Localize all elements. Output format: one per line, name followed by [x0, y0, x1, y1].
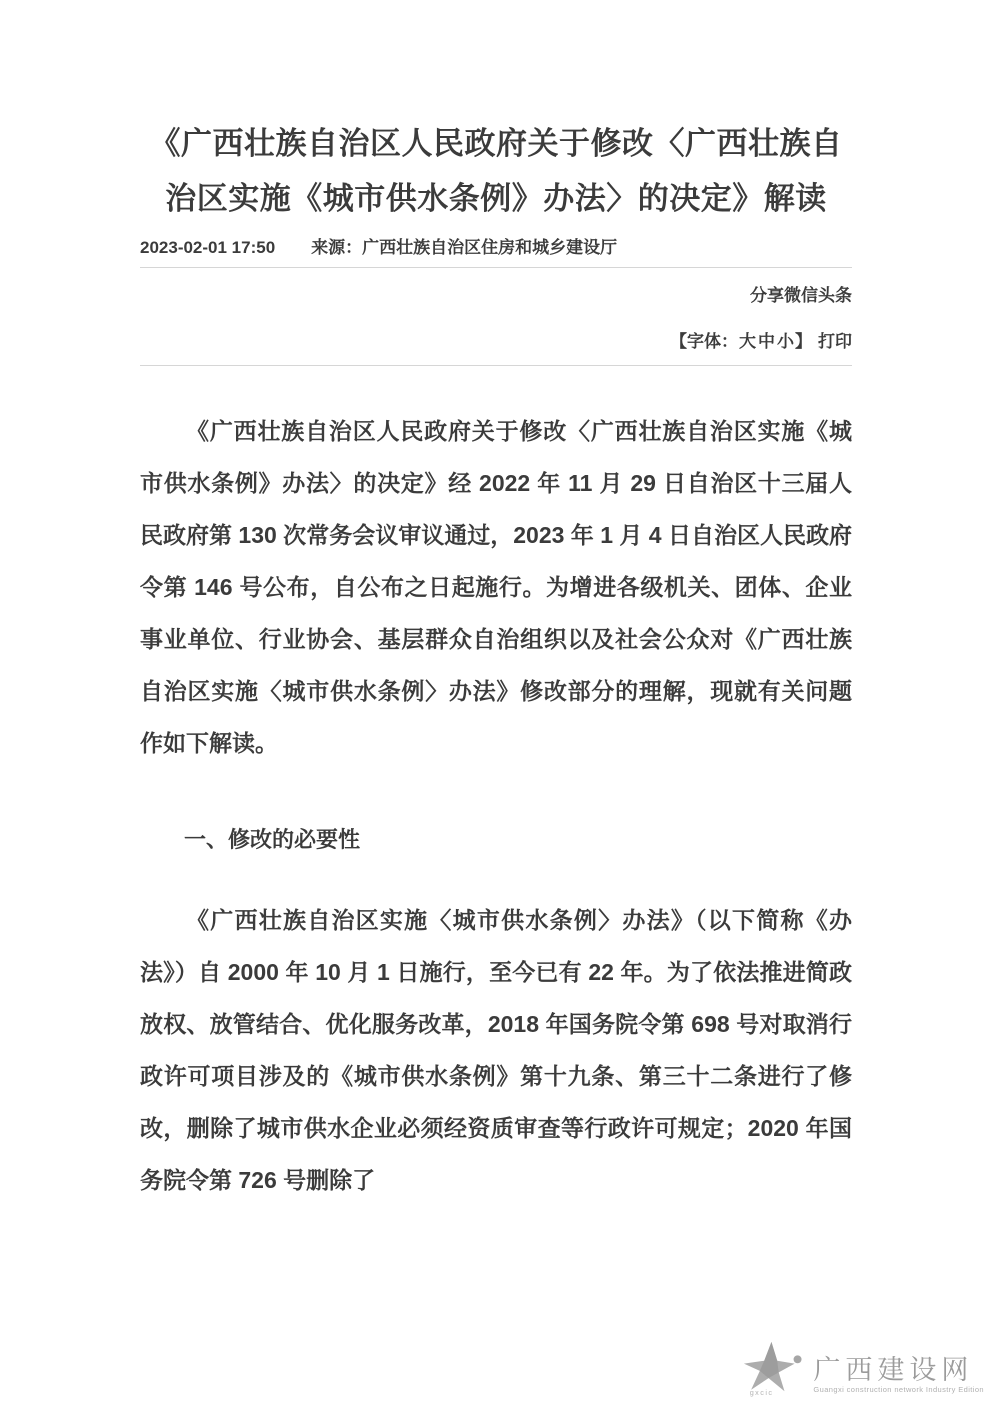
font-size-medium-button[interactable]: 中 — [758, 332, 775, 351]
print-button[interactable]: 打印 — [818, 332, 852, 351]
paragraph-necessity: 《广西壮族自治区实施〈城市供水条例〉办法》（以下简称《办法》）自 2000 年 10 月 1 日施行，至今已有 22 年。为了依法推进简政放权、放管结合、优化服务改革，2018 年国务院令第 698 号对取消行政许可项目涉及的《城市供水条例》第十九条、第三十二条进行了修改，删除了城市供水企业必须经资质审查等行政许可规定；2020 年国务院令第 726 号删除了 — [140, 907, 852, 1193]
share-row — [140, 281, 852, 306]
article-source: 来源：广西壮族自治区住房和城乡建设厅 — [311, 238, 618, 257]
watermark-caption: Guangxi construction network Industry Edition — [813, 1385, 984, 1394]
svg-text:gxcic: gxcic — [750, 1387, 774, 1397]
font-size-large-button[interactable]: 大 — [739, 332, 756, 351]
star-logo-icon — [733, 1339, 807, 1397]
paragraph-intro: 《广西壮族自治区人民政府关于修改〈广西壮族自治区实施《城市供水条例》办法〉的决定》经 2022 年 11 月 29 日自治区十三届人民政府第 130 次常务会议审议通过，2023 年 1 月 4 日自治区人民政府令第 146 号公布，自公布之日起施行。为增进各级机关、团体、企业事业单位、行业协会、基层群众自治组织以及社会公众对《广西壮族自治区实施〈城市供水条例〉办法》修改部分的理解，现就有关问题作如下解读。 — [140, 418, 852, 756]
font-size-small-button[interactable]: 小 — [777, 332, 794, 351]
article-meta — [140, 233, 852, 268]
font-size-label-prefix: 【字体： — [670, 332, 738, 351]
publish-datetime: 2023-02-01 17:50 — [140, 238, 276, 257]
article-container — [140, 0, 852, 1206]
article-body — [140, 405, 852, 1206]
watermark-site-name: 广西建设网 — [813, 1355, 974, 1385]
watermark-text — [813, 1355, 984, 1397]
font-size-label-suffix: 】 — [795, 332, 812, 351]
share-links[interactable]: 分享微信头条 — [750, 286, 852, 305]
site-watermark — [733, 1339, 984, 1397]
page-title: 《广西壮族自治区人民政府关于修改〈广西壮族自治区实施《城市供水条例》办法〉的决定》解读 — [149, 126, 843, 216]
section-heading-necessity: 一、修改的必要性 — [184, 827, 361, 852]
article-toolbar — [140, 281, 852, 366]
font-size-row — [140, 327, 852, 352]
